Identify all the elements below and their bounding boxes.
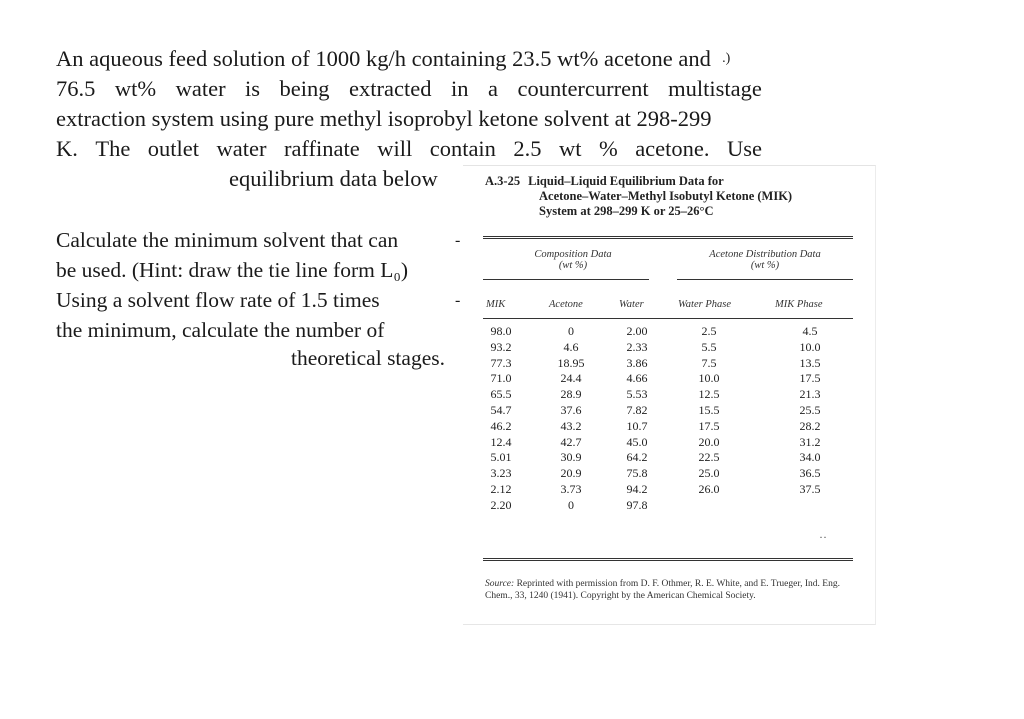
group-header-unit: (wt %) [750, 260, 780, 271]
cell-mik: 2.20 [490, 497, 512, 512]
cell-mik-phase: 4.5 [802, 324, 818, 338]
cell-acetone: 42.7 [560, 434, 582, 449]
cell-water: 2.00 [626, 324, 648, 338]
word: The [95, 136, 131, 161]
cell-water: 2.33 [626, 339, 648, 354]
cell-water: 4.66 [626, 371, 648, 386]
word: is [245, 76, 261, 101]
cell-acetone: 28.9 [560, 387, 582, 402]
cell-water-phase: 15.5 [698, 403, 720, 417]
table-rule [483, 558, 853, 561]
cell-mik-phase: 31.2 [799, 434, 821, 449]
cell-acetone: 43.2 [560, 418, 582, 433]
col-header-acetone: Acetone [549, 299, 583, 310]
cell-water: 10.7 [626, 418, 648, 433]
word: multistage [668, 76, 762, 101]
word: countercurrent [517, 76, 649, 101]
cell-water: 94.2 [626, 482, 648, 496]
cell-mik-phase: 37.5 [799, 482, 821, 496]
cell-acetone: 0 [568, 324, 574, 338]
word: acetone. [635, 136, 710, 161]
cell-acetone: 18.95 [557, 355, 585, 370]
cell-water-phase: 2.5 [701, 324, 717, 338]
cell-water: 3.86 [626, 355, 648, 370]
cell-mik: 98.0 [490, 324, 512, 338]
col-header-mik: MIK [486, 299, 506, 310]
cell-mik-phase: 25.5 [799, 403, 821, 417]
cell-water-phase: 20.0 [698, 434, 720, 449]
source-text: Reprinted with permission from D. F. Othmer, R. E. White, and E. Trueger, Ind. Eng. Chem., 33, 1240 (1941). Copyright by the American Chemical Society. [485, 579, 840, 601]
source-label: Source: [485, 579, 515, 589]
cell-water-phase: 7.5 [701, 355, 717, 370]
cell-acetone: 30.9 [560, 450, 582, 465]
cell-mik-phase: 21.3 [799, 387, 821, 402]
group-header-unit: (wt %) [558, 260, 588, 271]
problem-line-5: equilibrium data below [229, 166, 438, 191]
cell-acetone: 37.6 [560, 403, 582, 417]
cell-mik: 5.01 [490, 450, 512, 465]
word: Use [726, 136, 762, 161]
cell-acetone: 4.6 [563, 339, 579, 354]
question-line-4: the minimum, calculate the number of [56, 318, 385, 342]
cell-mik-phase: 10.0 [799, 339, 821, 354]
group-header-text: Composition Data [534, 249, 612, 260]
word: K. [56, 136, 78, 161]
problem-line-3: extraction system using pure methyl isoprobyl ketone solvent at 298-299 [56, 106, 712, 131]
problem-text: An aqueous feed solution of 1000 kg/h containing 23.5 wt% acetone and [56, 46, 711, 71]
cell-mik: 65.5 [490, 387, 512, 402]
table-title-line: System at 298–299 K or 25–26°C [539, 204, 714, 218]
table-number: A.3-25 [485, 174, 521, 188]
word: will [377, 136, 413, 161]
question-line-5: theoretical stages. [290, 346, 445, 370]
word: water [216, 136, 267, 161]
table-rule [677, 279, 853, 280]
problem-line-4 [56, 134, 762, 164]
cell-mik: 3.23 [490, 466, 512, 481]
cell-acetone: 3.73 [560, 482, 582, 496]
cell-mik: 77.3 [490, 355, 512, 370]
cell-mik-phase: 13.5 [799, 355, 821, 370]
cell-water: 97.8 [626, 497, 648, 512]
cell-mik: 54.7 [490, 403, 512, 417]
cell-mik-phase: 34.0 [799, 450, 821, 465]
problem-line-2 [56, 74, 762, 104]
word: extracted [349, 76, 432, 101]
stray-mark: ·· [819, 530, 827, 544]
table-source [485, 579, 853, 602]
table-rule [483, 236, 853, 239]
cell-acetone: 20.9 [560, 466, 582, 481]
col-header-mik-phase: MIK Phase [775, 299, 823, 310]
word: 76.5 [56, 76, 96, 101]
cell-acetone: 24.4 [560, 371, 582, 386]
table-title [485, 174, 792, 219]
word: 2.5 [513, 136, 542, 161]
cell-water-phase: 12.5 [698, 387, 720, 402]
group-header-text: Acetone Distribution Data [709, 249, 821, 260]
table-rule [483, 279, 649, 280]
group-header-composition [513, 249, 633, 271]
cell-water: 7.82 [626, 403, 648, 417]
dash-mark: - [455, 232, 461, 249]
question-line-3: Using a solvent flow rate of 1.5 times [56, 288, 380, 312]
col-header-water: Water [619, 299, 644, 310]
cell-water-phase: 25.0 [698, 466, 720, 481]
word: being [279, 76, 330, 101]
cell-mik-phase: 28.2 [799, 418, 821, 433]
cell-water-phase: 5.5 [701, 339, 717, 354]
cell-mik: 71.0 [490, 371, 512, 386]
stray-mark: .) [722, 51, 731, 66]
word: wt% [114, 76, 157, 101]
word: % [598, 136, 618, 161]
cell-mik: 46.2 [490, 418, 512, 433]
col-header-water-phase: Water Phase [678, 299, 731, 310]
group-header-distribution [685, 249, 845, 271]
cell-water-phase: 26.0 [698, 482, 720, 496]
cell-mik-phase: 17.5 [799, 371, 821, 386]
word: contain [429, 136, 496, 161]
table-title-line: Liquid–Liquid Equilibrium Data for [528, 174, 724, 188]
cell-water: 5.53 [626, 387, 648, 402]
cell-water-phase: 17.5 [698, 418, 720, 433]
cell-water-phase: 10.0 [698, 371, 720, 386]
word: in [450, 76, 469, 101]
dash-mark: - [455, 292, 461, 309]
word: raffinate [283, 136, 360, 161]
cell-water-phase: 22.5 [698, 450, 720, 465]
cell-water: 45.0 [626, 434, 648, 449]
word: water [175, 76, 226, 101]
cell-water: 64.2 [626, 450, 648, 465]
table-title-line: Acetone–Water–Methyl Isobutyl Ketone (MIK) [539, 189, 793, 203]
table-rule [483, 318, 853, 319]
problem-line-1 [56, 44, 730, 74]
cell-mik-phase: 36.5 [799, 466, 821, 481]
equilibrium-table [463, 165, 876, 625]
word: outlet [147, 136, 200, 161]
cell-mik: 12.4 [490, 434, 512, 449]
cell-mik: 93.2 [490, 339, 512, 354]
cell-mik: 2.12 [490, 482, 512, 496]
word: wt [559, 136, 582, 161]
cell-water: 75.8 [626, 466, 648, 481]
cell-acetone: 0 [568, 497, 574, 512]
question-line-1: Calculate the minimum solvent that can [56, 228, 399, 252]
question-line-2: be used. (Hint: draw the tie line form L₀) [56, 258, 408, 282]
word: a [487, 76, 498, 101]
